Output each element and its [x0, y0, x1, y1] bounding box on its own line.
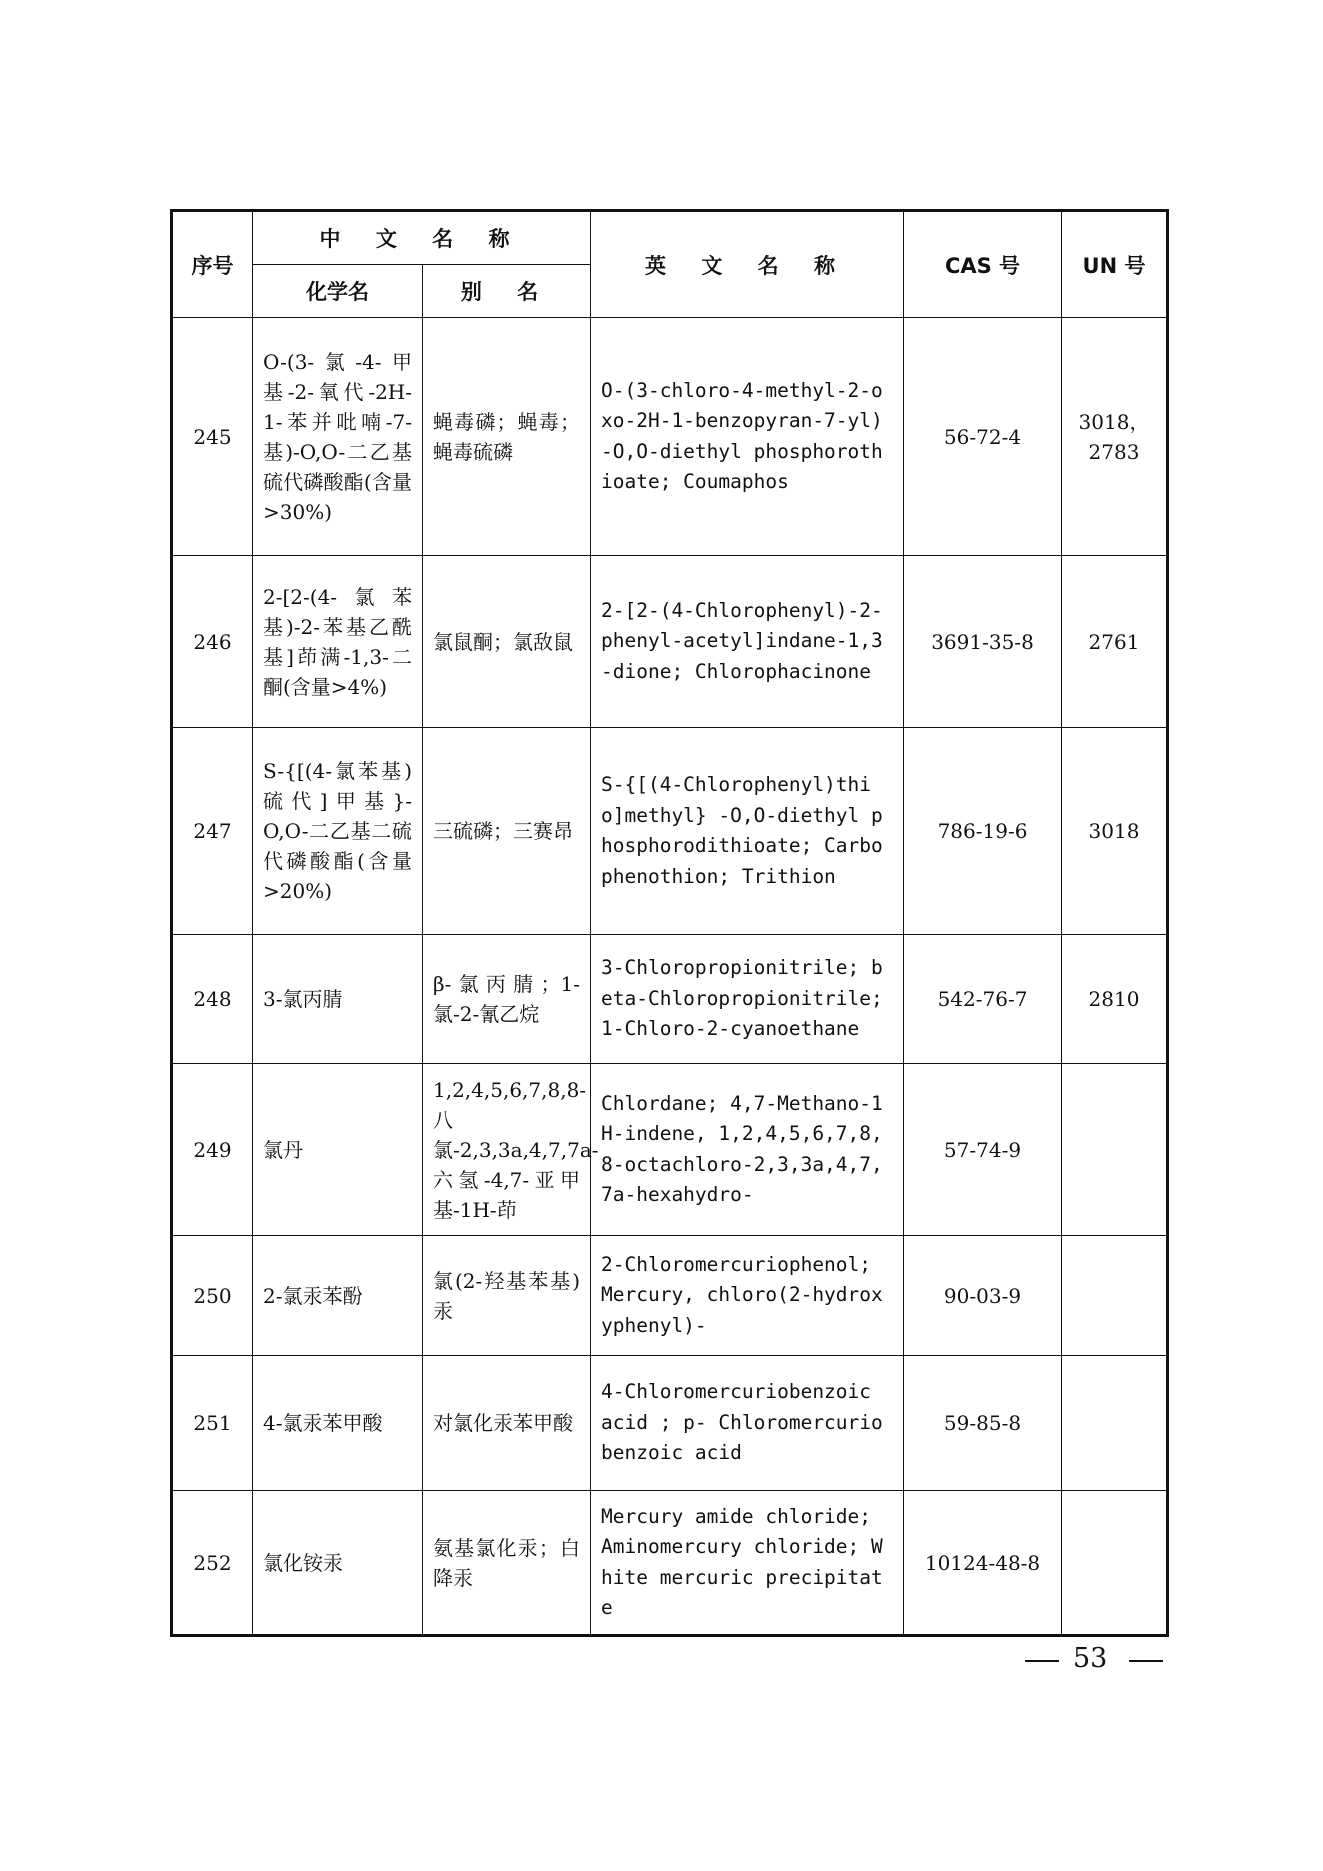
- alias-cell: 对氯化汞苯甲酸: [423, 1356, 591, 1491]
- chemical-name-cell: 3-氯丙腈: [253, 935, 423, 1064]
- chemical-name-cell: 氯化铵汞: [253, 1491, 423, 1636]
- table-row: [172, 556, 1168, 728]
- seq-cell: 246: [172, 556, 253, 728]
- un-cell: [1062, 1356, 1168, 1491]
- table-row: [172, 318, 1168, 556]
- table-row: [172, 1236, 1168, 1356]
- seq-cell: 249: [172, 1064, 253, 1236]
- chemical-name-cell: O-(3-氯-4-甲基-2-氧代-2H-1-苯并吡喃-7-基)-O,O-二乙基硫代磷酸酯(含量>30%): [253, 318, 423, 556]
- alias-cell: β-氯丙腈；1-氯-2-氰乙烷: [423, 935, 591, 1064]
- chemical-name-cell: 2-[2-(4-氯苯基)-2-苯基乙酰基]茚满-1,3-二酮(含量>4%): [253, 556, 423, 728]
- cas-cell: 90-03-9: [904, 1236, 1062, 1356]
- english-name-cell: 2-[2-(4-Chlorophenyl)-2-phenyl-acetyl]indane-1,3-dione; Chlorophacinone: [591, 556, 904, 728]
- cas-cell: 59-85-8: [904, 1356, 1062, 1491]
- cas-cell: 10124-48-8: [904, 1491, 1062, 1636]
- header-cas: CAS 号: [904, 211, 1062, 318]
- un-cell: 3018，2783: [1062, 318, 1168, 556]
- alias-cell: 蝇毒磷；蝇毒；蝇毒硫磷: [423, 318, 591, 556]
- seq-cell: 250: [172, 1236, 253, 1356]
- page-number-value: 53: [1073, 1643, 1108, 1674]
- table-row: [172, 1356, 1168, 1491]
- seq-cell: 251: [172, 1356, 253, 1491]
- un-cell: 3018: [1062, 728, 1168, 935]
- alias-cell: 三硫磷；三赛昂: [423, 728, 591, 935]
- chemical-name-cell: 氯丹: [253, 1064, 423, 1236]
- header-row-top: [172, 211, 1168, 265]
- chemicals-table-container: [170, 209, 1166, 1637]
- english-name-cell: Mercury amide chloride; Aminomercury chloride; White mercuric precipitate: [591, 1491, 904, 1636]
- un-cell: [1062, 1064, 1168, 1236]
- alias-cell: 氯鼠酮；氯敌鼠: [423, 556, 591, 728]
- un-cell: 2761: [1062, 556, 1168, 728]
- header-un: UN 号: [1062, 211, 1168, 318]
- table-row: [172, 935, 1168, 1064]
- english-name-cell: Chlordane; 4,7-Methano-1H-indene, 1,2,4,5,6,7,8,8-octachloro-2,3,3a,4,7,7a-hexahydro-: [591, 1064, 904, 1236]
- cas-cell: 56-72-4: [904, 318, 1062, 556]
- alias-cell: 1,2,4,5,6,7,8,8-八氯-2,3,3a,4,7,7a-六氢-4,7-亚甲基-1H-茚: [423, 1064, 591, 1236]
- seq-cell: 247: [172, 728, 253, 935]
- seq-cell: 248: [172, 935, 253, 1064]
- alias-cell: 氨基氯化汞；白降汞: [423, 1491, 591, 1636]
- cas-cell: 57-74-9: [904, 1064, 1062, 1236]
- un-cell: [1062, 1491, 1168, 1636]
- seq-cell: 252: [172, 1491, 253, 1636]
- chemical-name-cell: 4-氯汞苯甲酸: [253, 1356, 423, 1491]
- seq-cell: 245: [172, 318, 253, 556]
- header-alias: 别 名: [423, 265, 591, 318]
- cas-cell: 542-76-7: [904, 935, 1062, 1064]
- english-name-cell: 3-Chloropropionitrile; beta-Chloropropionitrile; 1-Chloro-2-cyanoethane: [591, 935, 904, 1064]
- english-name-cell: 2-Chloromercuriophenol; Mercury, chloro(2-hydroxyphenyl)-: [591, 1236, 904, 1356]
- header-chinese-name: 中 文 名 称: [253, 211, 591, 265]
- english-name-cell: O-(3-chloro-4-methyl-2-oxo-2H-1-benzopyran-7-yl)-O,O-diethyl phosphorothioate; Coumaphos: [591, 318, 904, 556]
- chemical-name-cell: S-{[(4-氯苯基)硫代]甲基}-O,O-二乙基二硫代磷酸酯(含量>20%): [253, 728, 423, 935]
- page-number: [1025, 1640, 1170, 1680]
- page-number-dash-left: [1025, 1660, 1059, 1662]
- chemical-name-cell: 2-氯汞苯酚: [253, 1236, 423, 1356]
- page-number-dash-right: [1129, 1660, 1163, 1662]
- table-row: [172, 1064, 1168, 1236]
- header-english-name: 英 文 名 称: [591, 211, 904, 318]
- table-row: [172, 1491, 1168, 1636]
- english-name-cell: S-{[(4-Chlorophenyl)thio]methyl} -O,O-diethyl phosphorodithioate; Carbophenothion; Trithion: [591, 728, 904, 935]
- hazardous-chemicals-table: [170, 209, 1169, 1637]
- cas-cell: 786-19-6: [904, 728, 1062, 935]
- alias-cell: 氯(2-羟基苯基)汞: [423, 1236, 591, 1356]
- header-chemical-name: 化学名: [253, 265, 423, 318]
- un-cell: [1062, 1236, 1168, 1356]
- header-seq: 序号: [172, 211, 253, 318]
- cas-cell: 3691-35-8: [904, 556, 1062, 728]
- table-row: [172, 728, 1168, 935]
- un-cell: 2810: [1062, 935, 1168, 1064]
- english-name-cell: 4-Chloromercuriobenzoic acid ; p- Chloromercuriobenzoic acid: [591, 1356, 904, 1491]
